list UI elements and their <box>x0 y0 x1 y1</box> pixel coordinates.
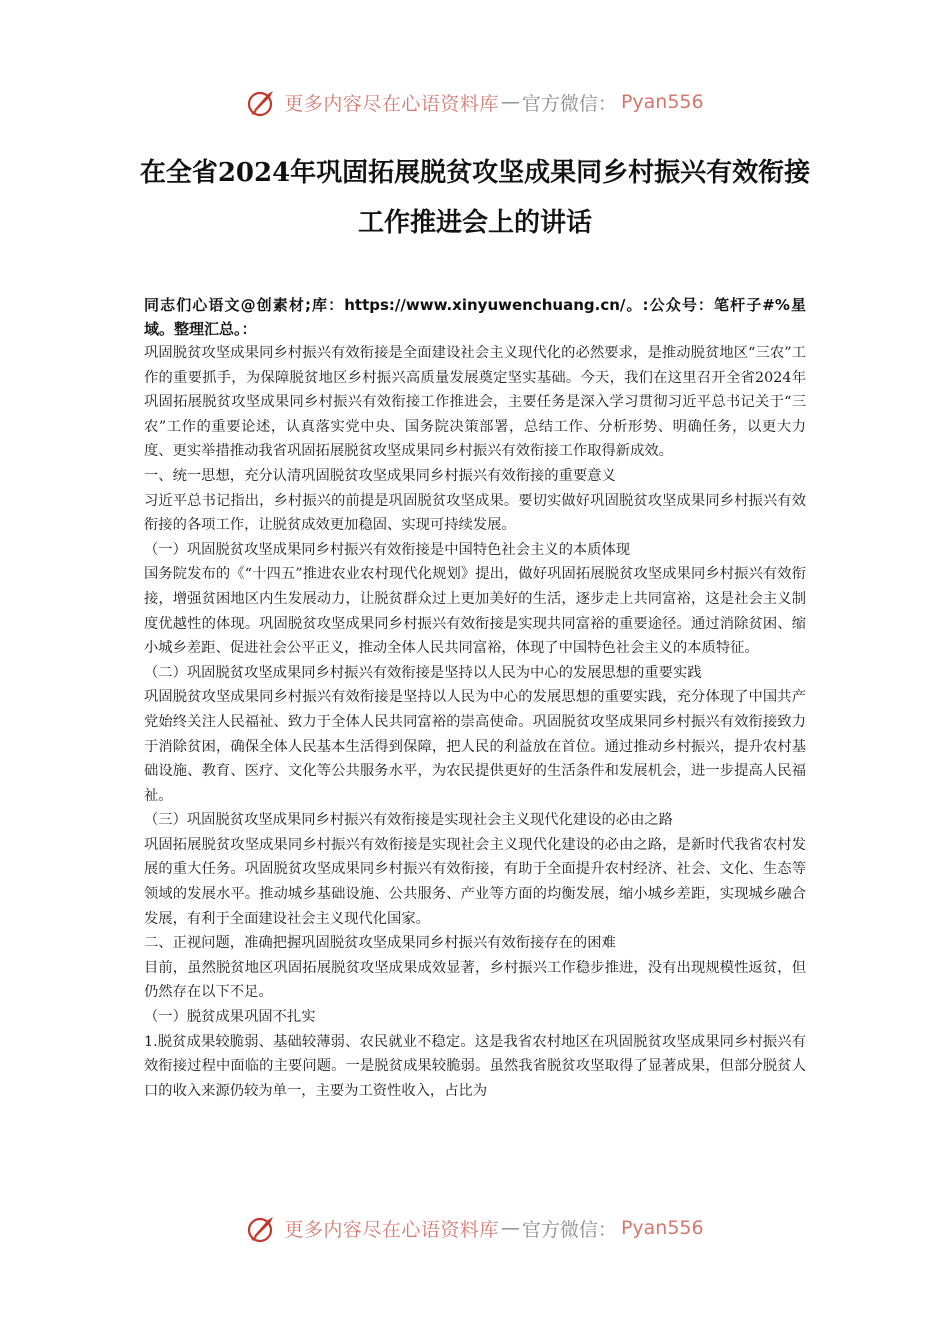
section-heading: 二、正视问题，准确把握巩固脱贫攻坚成果同乡村振兴有效衔接存在的困难 <box>144 935 616 952</box>
banner-wechat-label: 官方微信： <box>521 1218 617 1241</box>
header-banner <box>0 82 950 122</box>
subsection-heading: （二）巩固脱贫攻坚成果同乡村振兴有效衔接是坚持以人民为中心的发展思想的重要实践 <box>144 664 702 681</box>
paragraph: 国务院发布的《“十四五”推进农业农村现代化规划》提出，做好巩固拓展脱贫攻坚成果同乡村振兴有效衔接，增强贫困地区内生发展动力，让脱贫群众过上更加美好的生活，逐步走上共同富裕，这是社会主义制度优越性的体现。巩固脱贫攻坚成果同乡村振兴有效衔接是实现共同富裕的重要途径。通过消除贫困、缩小城乡差距、促进社会公平正义，推动全体人民共同富裕，体现了中国特色社会主义的本质特征。 <box>144 566 806 657</box>
banner-wechat-id: Pyan556 <box>620 1217 704 1239</box>
banner-dash: — <box>500 91 520 113</box>
subsection-heading: （一）脱贫成果巩固不扎实 <box>144 1009 316 1026</box>
banner-wechat-label: 官方微信： <box>521 92 617 115</box>
paragraph: 巩固脱贫攻坚成果同乡村振兴有效衔接是坚持以人民为中心的发展思想的重要实践，充分体现了中国共产党始终关注人民福祉、致力于全体人民共同富裕的崇高使命。巩固脱贫攻坚成果同乡村振兴有效衔接致力于消除贫困，确保全体人民基本生活得到保障，把人民的利益放在首位。通过推动乡村振兴，提升农村基础设施、教育、医疗、文化等公共服务水平，为农民提供更好的生活条件和发展机会，进一步提高人民福祉。 <box>144 689 806 804</box>
document-body <box>144 293 806 1103</box>
section-heading: 一、统一思想，充分认清巩固脱贫攻坚成果同乡村振兴有效衔接的重要意义 <box>144 467 616 484</box>
paragraph: 巩固脱贫攻坚成果同乡村振兴有效衔接是全面建设社会主义现代化的必然要求，是推动脱贫地区“三农”工作的重要抓手，为保障脱贫地区乡村振兴高质量发展奠定坚实基础。今天，我们在这里召开全省2024年巩固拓展脱贫攻坚成果同乡村振兴有效衔接工作推进会，主要任务是深入学习贯彻习近平总书记关于“三农”工作的重要论述，认真落实党中央、国务院决策部署，总结工作、分析形势、明确任务，以更大力度、更实举措推动我省巩固拓展脱贫攻坚成果同乡村振兴有效衔接工作取得新成效。 <box>144 345 806 460</box>
subsection-heading: （一）巩固脱贫攻坚成果同乡村振兴有效衔接是中国特色社会主义的本质体现 <box>144 541 631 558</box>
paragraph: 目前，虽然脱贫地区巩固拓展脱贫攻坚成果成效显著，乡村振兴工作稳步推进，没有出现规模性返贫，但仍然存在以下不足。 <box>144 959 806 1001</box>
paragraph: 1.脱贫成果较脆弱、基础较薄弱、农民就业不稳定。这是我省农村地区在巩固脱贫攻坚成果同乡村振兴有效衔接过程中面临的主要问题。一是脱贫成果较脆弱。虽然我省脱贫攻坚取得了显著成果，但部分脱贫人口的收入来源仍较为单一，主要为工资性收入，占比为 <box>144 1033 806 1099</box>
banner-text: 更多内容尽在心语资料库 <box>284 1218 499 1241</box>
quill-pen-logo-icon <box>246 1212 278 1244</box>
paragraph: 巩固拓展脱贫攻坚成果同乡村振兴有效衔接是实现社会主义现代化建设的必由之路，是新时代我省农村发展的重大任务。巩固脱贫攻坚成果同乡村振兴有效衔接，有助于全面提升农村经济、社会、文化、生态等领域的发展水平。推动城乡基础设施、公共服务、产业等方面的均衡发展，缩小城乡差距，实现城乡融合发展，有利于全面建设社会主义现代化国家。 <box>144 836 806 927</box>
quill-pen-logo-icon <box>246 86 278 118</box>
subsection-heading: （三）巩固脱贫攻坚成果同乡村振兴有效衔接是实现社会主义现代化建设的必由之路 <box>144 812 673 829</box>
intro-line: 同志们心语文@创素材;库：https://www.xinyuwenchuang.cn/。:公众号：笔杆子#%星域。整理汇总。： <box>144 296 806 338</box>
paragraph: 习近平总书记指出，乡村振兴的前提是巩固脱贫攻坚成果。要切实做好巩固脱贫攻坚成果同乡村振兴有效衔接的各项工作，让脱贫成效更加稳固、实现可持续发展。 <box>144 492 806 534</box>
document-title: 在全省2024年巩固拓展脱贫攻坚成果同乡村振兴有效衔接工作推进会上的讲话 <box>139 158 811 238</box>
banner-dash: — <box>500 1217 520 1239</box>
banner-text: 更多内容尽在心语资料库 <box>284 92 499 115</box>
footer-banner <box>0 1208 950 1248</box>
banner-wechat-id: Pyan556 <box>620 91 704 113</box>
